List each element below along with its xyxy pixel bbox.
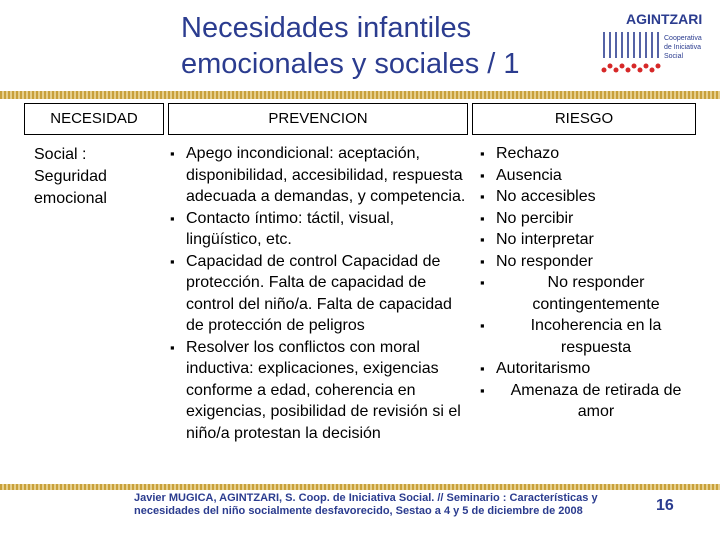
riesgo-item: ▪ Incoherencia en la respuesta xyxy=(480,315,696,358)
riesgo-item: ▪ Rechazo xyxy=(480,143,696,165)
logo-sub-3: Social xyxy=(664,53,684,60)
riesgo-item: ▪ No responder xyxy=(480,251,696,273)
title-line-2: emocionales y sociales / 1 xyxy=(181,48,520,80)
prevencion-item: ▪ Capacidad de control Capacidad de protección. Falta de capacidad de control del niño/a. Falta de capacidad de protección de peligros xyxy=(170,251,470,337)
prevencion-item: ▪ Contacto íntimo: táctil, visual, lingüístico, etc. xyxy=(170,208,470,251)
necesidad-line-2: Seguridad xyxy=(34,168,107,185)
prevencion-item: ▪ Resolver los conflictos con moral inductiva: explicaciones, exigencias conforme a edad, coherencia en exigencias, posibilidad de revisión si el niño/a protestan la decisión xyxy=(170,337,470,445)
riesgo-column xyxy=(480,143,696,423)
prevencion-column xyxy=(170,143,470,444)
logo-sub-2: de Iniciativa xyxy=(664,44,701,51)
necesidad-column xyxy=(34,144,107,210)
riesgo-item: ▪ No accesibles xyxy=(480,186,696,208)
title-line-1: Necesidades infantiles xyxy=(181,12,472,44)
slide-title xyxy=(181,10,601,82)
prevencion-item: ▪ Apego incondicional: aceptación, disponibilidad, accesibilidad, respuesta adecuada a demandas, y competencia. xyxy=(170,143,470,208)
footer-credit: Javier MUGICA, AGINTZARI, S. Coop. de Iniciativa Social. // Seminario : Características y necesidades del niño socialmente desfavorecido, Sestao a 4 y 5 de diciembre de 2008 xyxy=(134,492,598,517)
necesidad-line-3: emocional xyxy=(34,190,107,207)
riesgo-item: ▪ Ausencia xyxy=(480,165,696,187)
prevencion-list xyxy=(170,143,470,444)
top-divider xyxy=(0,91,720,99)
logo-name: AGINTZARI xyxy=(626,11,703,27)
header-riesgo: RIESGO xyxy=(472,103,696,135)
riesgo-item: ▪ No interpretar xyxy=(480,229,696,251)
necesidad-line-1: Social : xyxy=(34,146,87,163)
riesgo-item: ▪ Amenaza de retirada de amor xyxy=(480,380,696,423)
riesgo-item: ▪ No responder contingentemente xyxy=(480,272,696,315)
header-necesidad: NECESIDAD xyxy=(24,103,164,135)
agintzari-logo xyxy=(598,10,714,84)
bottom-divider xyxy=(0,484,720,490)
page-number: 16 xyxy=(656,497,674,514)
logo-sub-1: Cooperativa xyxy=(664,35,702,42)
riesgo-item: ▪ Autoritarismo xyxy=(480,358,696,380)
riesgo-list xyxy=(480,143,696,423)
header-prevencion: PREVENCION xyxy=(168,103,468,135)
riesgo-item: ▪ No percibir xyxy=(480,208,696,230)
